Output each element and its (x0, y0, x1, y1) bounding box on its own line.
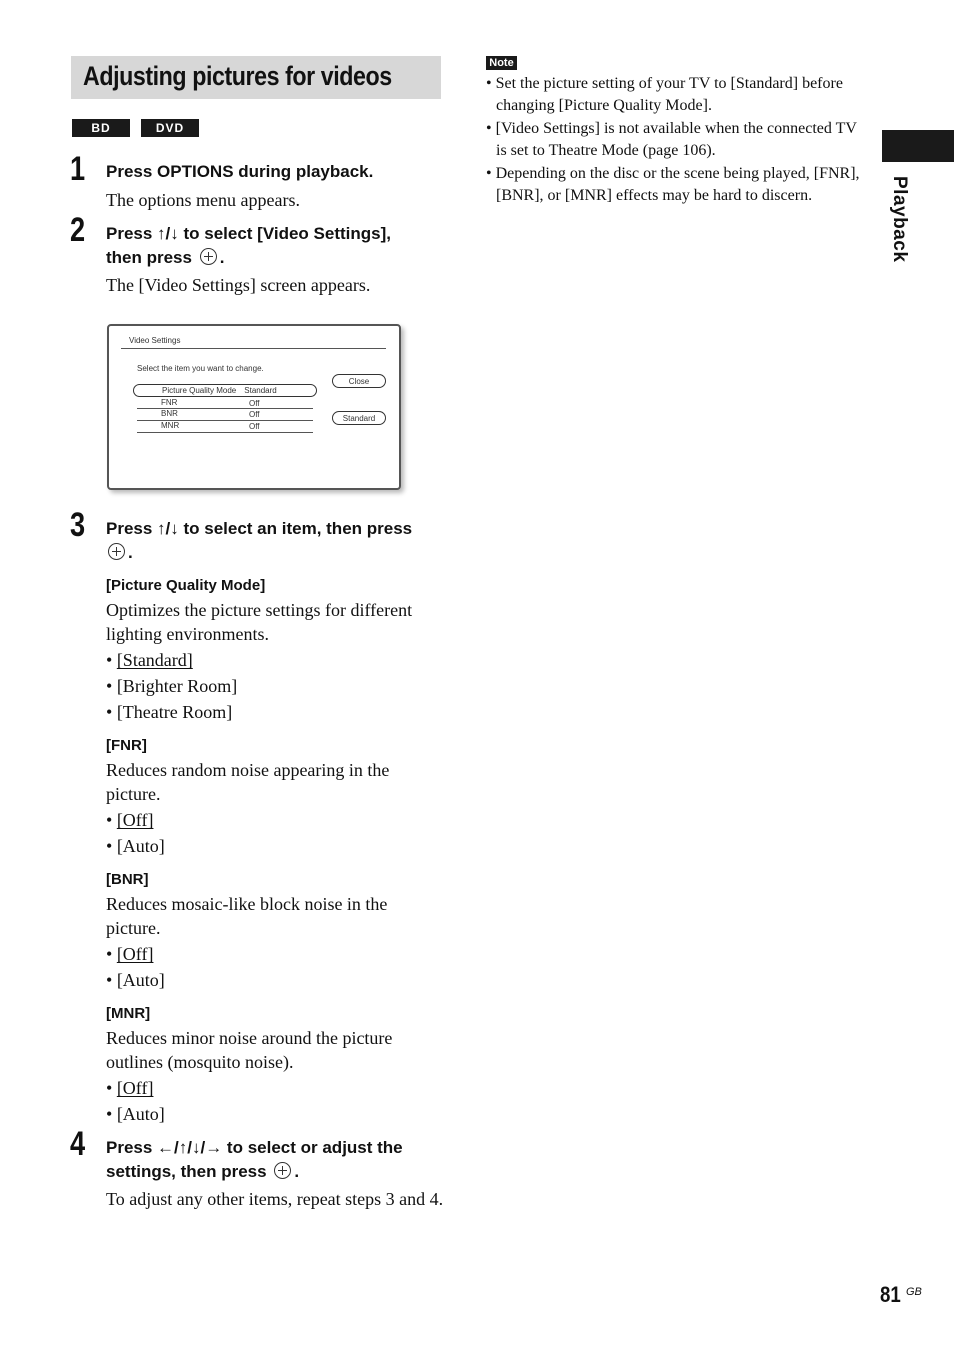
option-default: [Off] (116, 944, 154, 964)
screen-title: Video Settings (129, 336, 181, 345)
option-default: [Off] (116, 810, 154, 830)
note-badge (486, 56, 517, 70)
step-1-number: 1 (70, 150, 86, 188)
step-4-heading-line1: Press ←/↑/↓/→ to select or adjust the (106, 1138, 403, 1157)
page-number: 81 (880, 1282, 901, 1307)
bd-badge-label: BD (91, 121, 111, 135)
note-label: Note (489, 57, 514, 69)
video-settings-screen (107, 324, 401, 490)
setting-description: Optimizes the picture settings for different lighting environments. (106, 600, 413, 644)
enter-button-icon (108, 543, 125, 560)
side-tab-label: Playback (889, 176, 910, 263)
enter-button-icon (200, 248, 217, 265)
screen-prompt: Select the item you want to change. (137, 364, 264, 373)
screen-row-value: Off (249, 422, 260, 431)
option-label: [Brighter Room] (116, 676, 238, 696)
setting-option: • [Auto] (106, 1104, 165, 1124)
step-1-result: The options menu appears. (106, 190, 300, 210)
setting-heading: [MNR] (106, 1005, 151, 1022)
step-3-heading-line1: Press ↑/↓ to select an item, then press (106, 519, 413, 538)
option-label: [Auto] (116, 836, 165, 856)
setting-option: • [Theatre Room] (106, 702, 233, 722)
note-item: • Set the picture setting of your TV to [Standard] before changing [Picture Quality Mode]. (486, 75, 843, 114)
screen-row-label: FNR (161, 398, 178, 407)
dvd-badge-label: DVD (155, 121, 185, 135)
setting-option: • [Off] (106, 810, 154, 830)
screen-row-label: Picture Quality Mode (162, 386, 237, 395)
screen-row-label: BNR (161, 409, 178, 418)
option-default: [Standard] (116, 650, 193, 670)
option-default: [Off] (116, 1078, 154, 1098)
step-1-heading: Press OPTIONS during playback. (106, 162, 374, 181)
step-3-number: 3 (70, 506, 86, 544)
note-item: • [Video Settings] is not available when the connected TV is set to Theatre Mode (page 106). (486, 120, 857, 159)
setting-heading: [Picture Quality Mode] (106, 577, 266, 594)
screen-row-label: MNR (161, 421, 180, 430)
note-item-text: Depending on the disc or the scene being played, [FNR], [BNR], or [MNR] effects may be hard to discern. (495, 165, 860, 204)
screen-row-value: Off (249, 410, 260, 419)
setting-option: • [Auto] (106, 836, 165, 856)
step-2-heading-line1: Press ↑/↓ to select [Video Settings], (106, 224, 391, 243)
setting-heading: [BNR] (106, 871, 149, 888)
screen-row-divider (137, 432, 313, 433)
screen-standard-button[interactable]: Standard (332, 411, 386, 425)
bd-badge (72, 119, 130, 137)
setting-description: Reduces mosaic-like block noise in the picture. (106, 894, 388, 938)
step-4-heading: Press ←/↑/↓/→ to select or adjust the settings, then press . (106, 1138, 403, 1181)
step-2-result: The [Video Settings] screen appears. (106, 275, 371, 295)
step-4-number: 4 (70, 1125, 86, 1163)
setting-option: • [Brighter Room] (106, 676, 238, 696)
note-item-text: Set the picture setting of your TV to [Standard] before changing [Picture Quality Mode]. (495, 75, 843, 114)
page-region-suffix: GB (906, 1286, 922, 1298)
page-title: Adjusting pictures for videos (83, 61, 392, 91)
setting-option: • [Standard] (106, 650, 193, 670)
note-item: • Depending on the disc or the scene being played, [FNR], [BNR], or [MNR] effects may be hard to discern. (486, 165, 860, 204)
dvd-badge (141, 119, 199, 137)
setting-description: Reduces random noise appearing in the picture. (106, 760, 390, 804)
screen-divider (121, 348, 386, 349)
step-4-heading-line2: settings, then press (106, 1162, 267, 1181)
setting-option: • [Auto] (106, 970, 165, 990)
step-3-heading: Press ↑/↓ to select an item, then press . (106, 519, 413, 562)
setting-heading: [FNR] (106, 737, 147, 754)
option-label: [Auto] (116, 1104, 165, 1124)
note-item-text: [Video Settings] is not available when the connected TV is set to Theatre Mode (page 106). (495, 120, 857, 159)
screen-row-picture-quality-mode (133, 384, 317, 397)
screen-row-value: Off (249, 399, 260, 408)
setting-option: • [Off] (106, 1078, 154, 1098)
step-2-heading: Press ↑/↓ to select [Video Settings], then press . (106, 224, 391, 267)
screen-close-button[interactable]: Close (332, 374, 386, 388)
side-tab-marker (882, 130, 954, 162)
screen-row-value: Standard (244, 386, 277, 395)
step-2-number: 2 (70, 211, 86, 249)
enter-button-icon (274, 1162, 291, 1179)
option-label: [Auto] (116, 970, 165, 990)
step-2-heading-line2: then press (106, 248, 192, 267)
step-4-result: To adjust any other items, repeat steps 3 and 4. (106, 1189, 444, 1209)
setting-option: • [Off] (106, 944, 154, 964)
setting-description: Reduces minor noise around the picture outlines (mosquito noise). (106, 1028, 393, 1072)
section-title-bar (71, 56, 441, 99)
option-label: [Theatre Room] (116, 702, 233, 722)
